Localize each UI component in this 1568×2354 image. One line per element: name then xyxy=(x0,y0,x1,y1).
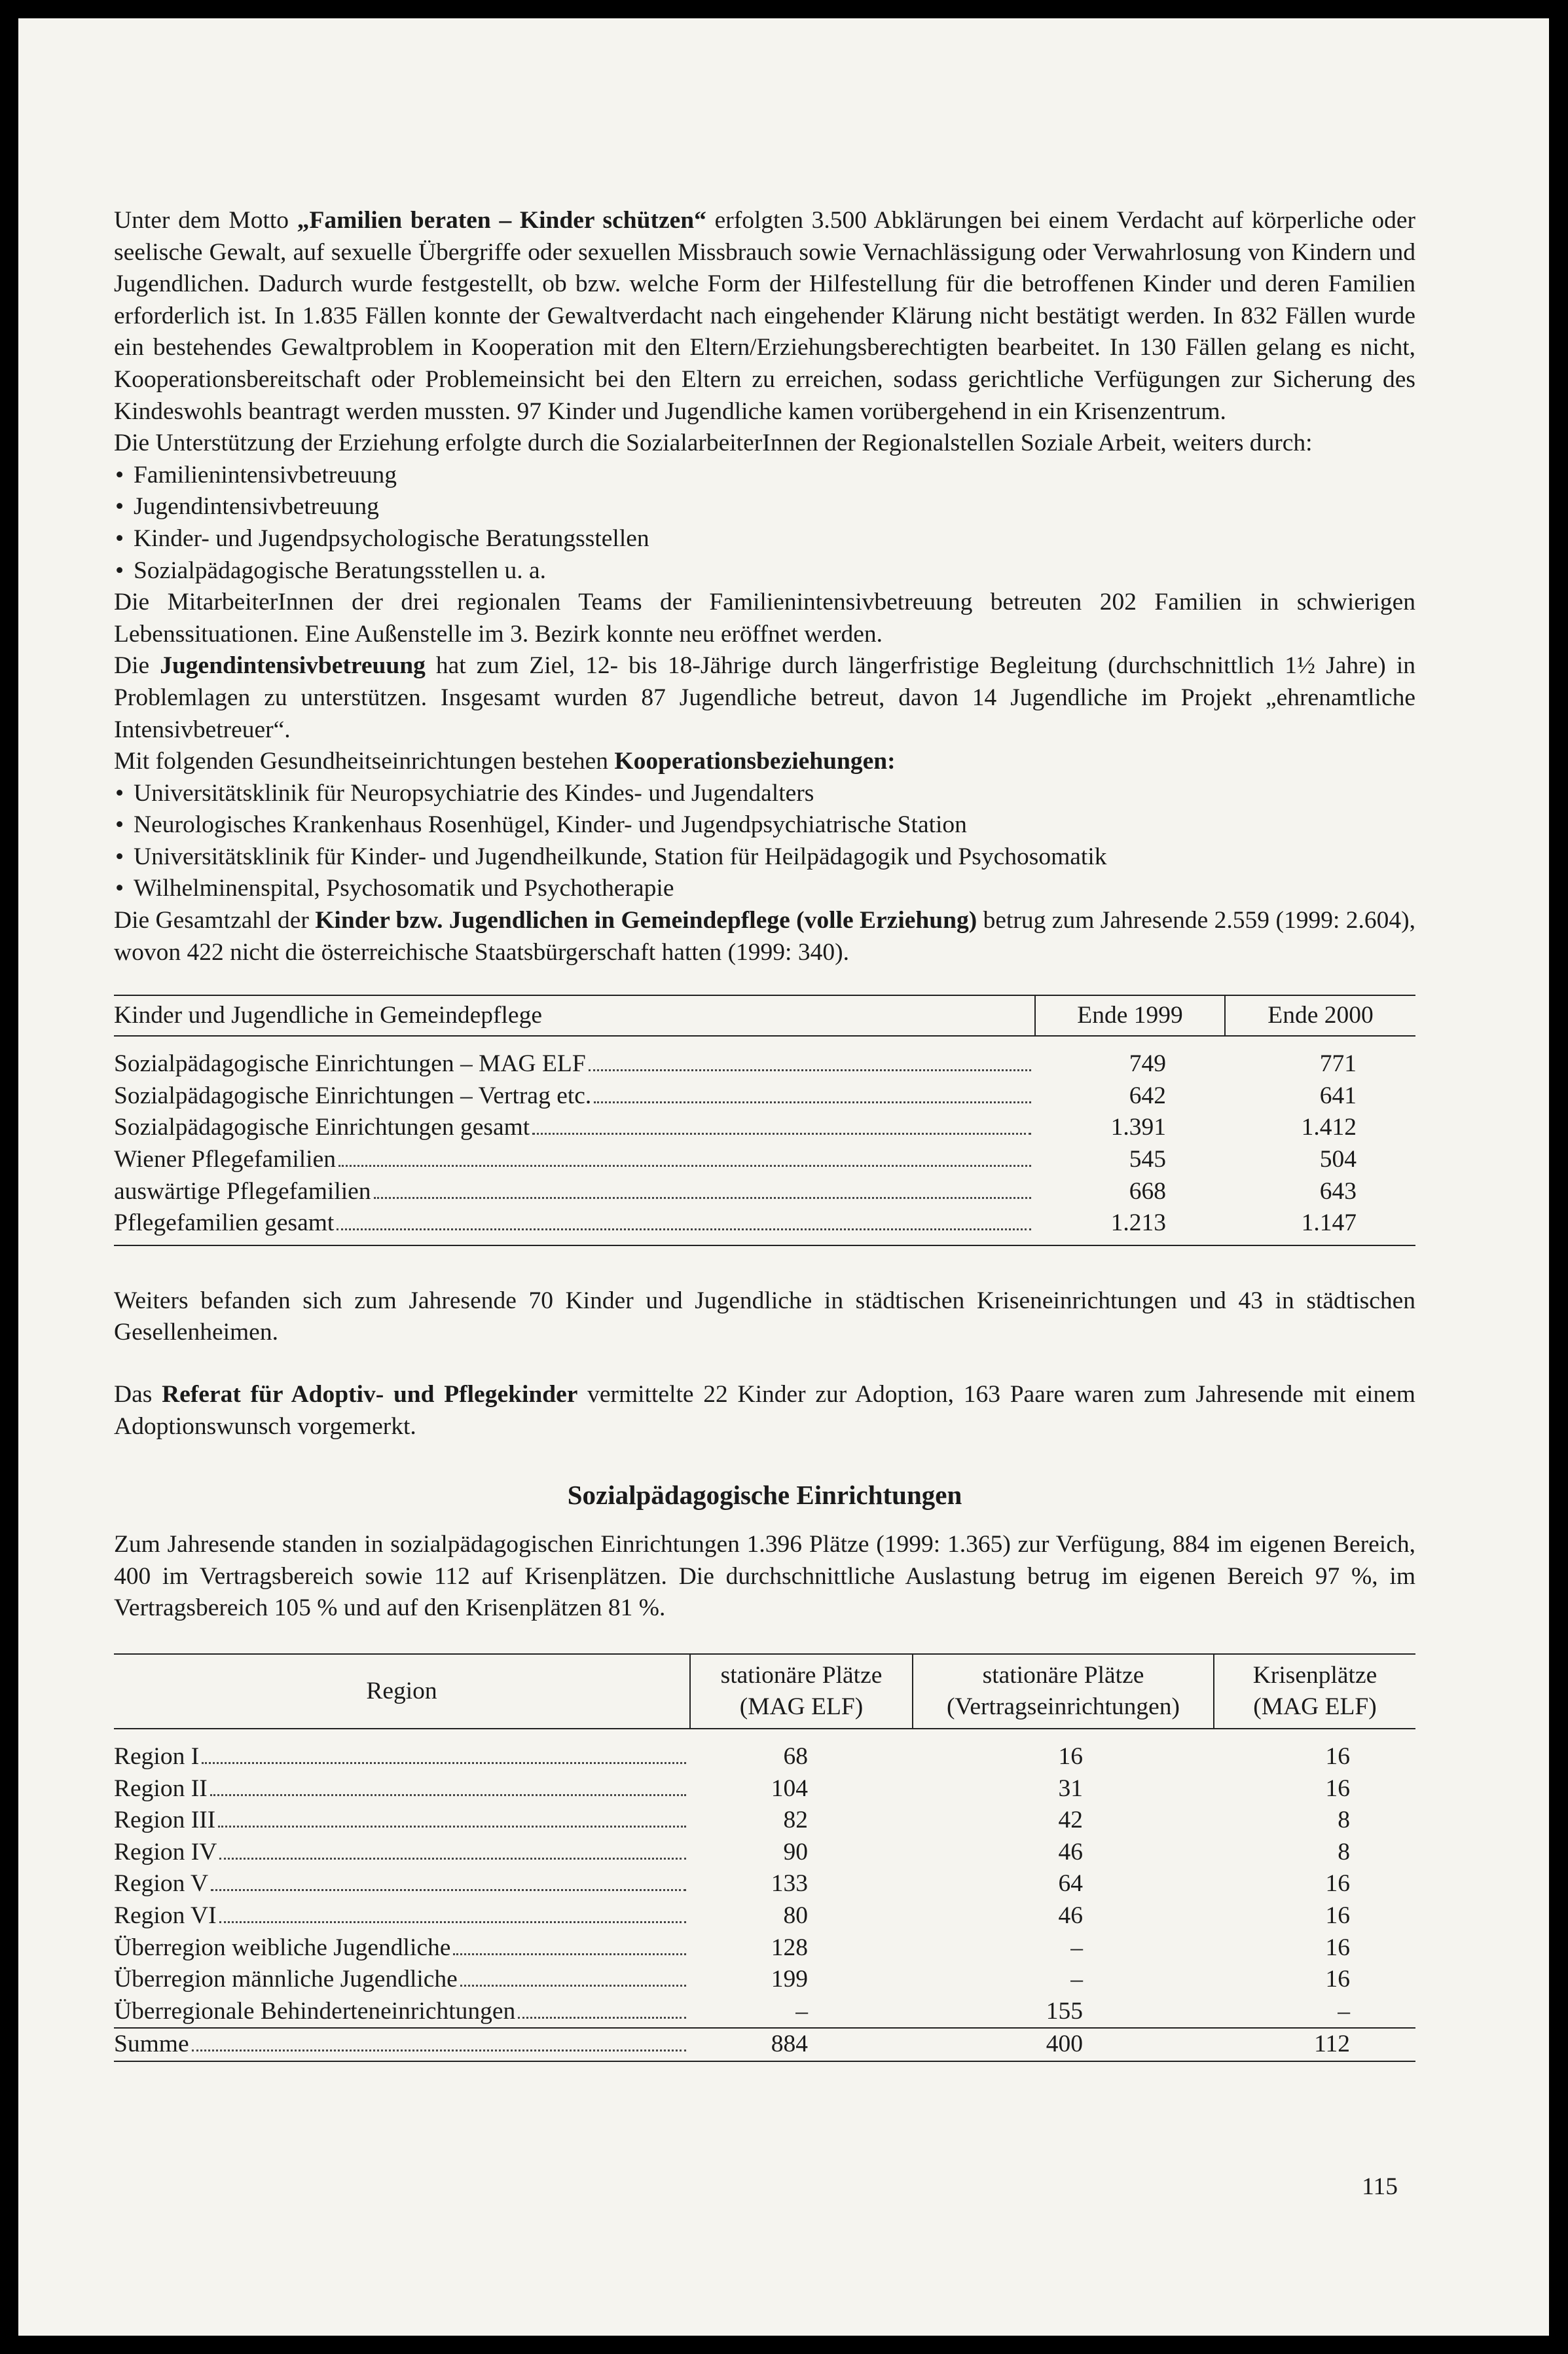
table-row xyxy=(114,1036,1415,1080)
table-row xyxy=(114,1964,1415,1996)
row-label: Region III xyxy=(114,1807,216,1834)
list-item: • Kinder- und Jugendpsychologische Beratungsstellen xyxy=(114,523,1415,555)
row-label: Region I xyxy=(114,1742,200,1770)
row-label: Region VI xyxy=(114,1902,217,1929)
content xyxy=(114,205,1415,2062)
row-label: Summe xyxy=(114,2031,189,2058)
cell-value: 8 xyxy=(1338,1838,1350,1866)
table-row xyxy=(114,1996,1415,2029)
crisis-paragraph: Weiters befanden sich zum Jahresende 70 Kinder und Jugendliche in städtischen Kriseneinrichtungen und 43 in städtischen Gesellenheimen. xyxy=(114,1287,1415,1346)
row-label: Wiener Pflegefamilien xyxy=(114,1146,336,1173)
list-item: • Wilhelminenspital, Psychosomatik und Psychotherapie xyxy=(114,873,1415,905)
cell-value: 16 xyxy=(1325,1934,1350,1961)
cell-value: 133 xyxy=(771,1870,808,1898)
list-item: • Jugendintensivbetreuung xyxy=(114,491,1415,523)
table-header: Ende 2000 xyxy=(1225,995,1415,1036)
table-row xyxy=(114,1176,1415,1208)
page-number: 115 xyxy=(1362,2173,1398,2200)
cell-value: 504 xyxy=(1319,1146,1357,1173)
row-label: Überregion männliche Jugendliche xyxy=(114,1966,458,1993)
cell-value: 16 xyxy=(1325,1775,1350,1802)
table-header: Kinder und Jugendliche in Gemeindepflege xyxy=(114,995,1035,1036)
family-teams-paragraph: Die MitarbeiterInnen der drei regionalen Teams der Familienintensivbetreuung betreuten 202 Familien in schwierigen Lebenssituationen. Eine Außenstelle im 3. Bezirk konnte neu eröffnet werden. xyxy=(114,589,1415,648)
cell-value: 68 xyxy=(783,1742,808,1770)
table-header: Krisenplätze (MAG ELF) xyxy=(1214,1654,1415,1729)
row-label: Sozialpädagogische Einrichtungen – Vertrag etc. xyxy=(114,1082,592,1109)
cell-value: 31 xyxy=(1058,1775,1083,1802)
cell-value: 749 xyxy=(1129,1050,1166,1078)
support-list xyxy=(114,460,1415,587)
table-row xyxy=(114,1805,1415,1837)
table-row xyxy=(114,1900,1415,1932)
cell-value: 64 xyxy=(1058,1870,1083,1898)
cell-value: 42 xyxy=(1058,1807,1083,1834)
cell-value: 1.391 xyxy=(1110,1114,1166,1141)
cell-value: 90 xyxy=(783,1838,808,1866)
cell-value: 16 xyxy=(1325,1742,1350,1770)
table-header: stationäre Plätze (MAG ELF) xyxy=(690,1654,913,1729)
cell-value: 1.213 xyxy=(1035,1207,1225,1245)
table-row xyxy=(114,1207,1415,1245)
table-row xyxy=(114,1932,1415,1964)
section-title: Sozialpädagogische Einrichtungen xyxy=(567,1480,962,1511)
table-row-sum xyxy=(114,2028,1415,2061)
cell-value: 16 xyxy=(1325,1870,1350,1898)
cell-value: 400 xyxy=(913,2028,1214,2061)
cell-value: 199 xyxy=(771,1966,808,1993)
table-row xyxy=(114,1773,1415,1805)
cell-value: 8 xyxy=(1338,1807,1350,1834)
cell-value: 155 xyxy=(1046,1997,1083,2025)
cell-value: 545 xyxy=(1129,1146,1166,1173)
list-item: • Universitätsklinik für Kinder- und Jugendheilkunde, Station für Heilpädagogik und Psychosomatik xyxy=(114,841,1415,874)
section-paragraph: Zum Jahresende standen in sozialpädagogischen Einrichtungen 1.396 Plätze (1999: 1.365) zur Verfügung, 884 im eigenen Bereich, 400 im Vertragsbereich sowie 112 auf Krisenplätzen. Die durchschnittliche Auslastung betrug im eigenen Bereich 97 %, im Vertragsbereich 105 % und auf den Krisenplätzen 81 %. xyxy=(114,1531,1415,1622)
cell-value: – xyxy=(1070,1966,1083,1993)
cell-value: 884 xyxy=(690,2028,913,2061)
list-item: • Neurologisches Krankenhaus Rosenhügel, Kinder- und Jugendpsychiatrische Station xyxy=(114,809,1415,841)
cell-value: – xyxy=(1070,1934,1083,1961)
cell-value: – xyxy=(1338,1997,1350,2025)
table-row xyxy=(114,1080,1415,1113)
places-table xyxy=(114,1653,1415,2062)
adoption-paragraph: Das Referat für Adoptiv- und Pflegekinder vermittelte 22 Kinder zur Adoption, 163 Paare waren zum Jahresende mit einem Adoptionswunsch vorgemerkt. xyxy=(114,1381,1415,1440)
table-row xyxy=(114,1868,1415,1900)
cell-value: 1.412 xyxy=(1301,1114,1357,1141)
row-label: Region II xyxy=(114,1775,208,1802)
total-paragraph: Die Gesamtzahl der Kinder bzw. Jugendlichen in Gemeindepflege (volle Erziehung) betrug zum Jahresende 2.559 (1999: 2.604), wovon 422 nicht die österreichische Staatsbürgerschaft hatten (1999: 340). xyxy=(114,907,1416,966)
cell-value: – xyxy=(795,1997,808,2025)
list-item: • Sozialpädagogische Beratungsstellen u. a. xyxy=(114,555,1415,587)
page xyxy=(18,18,1549,2336)
table-header: stationäre Plätze (Vertragseinrichtungen) xyxy=(913,1654,1214,1729)
youth-paragraph: Die Jugendintensivbetreuung hat zum Ziel, 12- bis 18-Jährige durch längerfristige Begleitung (durchschnittlich 1½ Jahre) in Problemlagen zu unterstützen. Insgesamt wurden 87 Jugendliche betreut, davon 14 Jugendliche im Projekt „ehrenamtliche Intensivbetreuer“. xyxy=(114,652,1415,743)
cell-value: 1.147 xyxy=(1225,1207,1415,1245)
cell-value: 771 xyxy=(1319,1050,1357,1078)
table-row xyxy=(114,1112,1415,1144)
cell-value: 668 xyxy=(1129,1177,1166,1205)
cell-value: 82 xyxy=(783,1807,808,1834)
support-paragraph: Die Unterstützung der Erziehung erfolgte durch die SozialarbeiterInnen der Regionalstellen Soziale Arbeit, weiters durch: xyxy=(114,430,1313,457)
row-label: Sozialpädagogische Einrichtungen gesamt xyxy=(114,1114,530,1141)
cell-value: 643 xyxy=(1319,1177,1357,1205)
row-label: auswärtige Pflegefamilien xyxy=(114,1177,371,1205)
table-row xyxy=(114,1729,1415,1773)
intro-paragraph: Unter dem Motto „Familien beraten – Kinder schützen“ erfolgten 3.500 Abklärungen bei einem Verdacht auf körperliche oder seelische Gewalt, auf sexuelle Übergriffe oder sexuellen Missbrauch sowie Vernachlässigung oder Verwahrlosung von Kindern und Jugendlichen. Dadurch wurde festgestellt, ob bzw. welche Form der Hilfestellung für die betroffenen Kinder und deren Familien erforderlich ist. In 1.835 Fällen konnte der Gewaltverdacht nach eingehender Klärung nicht bestätigt werden. In 832 Fällen wurde ein bestehendes Gewaltproblem in Kooperation mit den Eltern/Erziehungsberechtigten bearbeitet. In 130 Fällen gelang es nicht, Kooperationsbereitschaft oder Problemeinsicht bei den Eltern zu erreichen, sodass gerichtliche Verfügungen zur Sicherung des Kindeswohls beantragt werden mussten. 97 Kinder und Jugendliche kamen vorübergehend in ein Krisenzentrum. xyxy=(114,207,1415,425)
cell-value: 112 xyxy=(1214,2028,1415,2061)
cell-value: 16 xyxy=(1325,1966,1350,1993)
table-row xyxy=(114,1144,1415,1176)
table-header: Ende 1999 xyxy=(1035,995,1225,1036)
row-label: Pflegefamilien gesamt xyxy=(114,1209,335,1237)
cell-value: 104 xyxy=(771,1775,808,1802)
cell-value: 16 xyxy=(1325,1902,1350,1929)
cell-value: 642 xyxy=(1129,1082,1166,1109)
cell-value: 46 xyxy=(1058,1838,1083,1866)
row-label: Überregionale Behinderteneinrichtungen xyxy=(114,1997,516,2025)
cell-value: 641 xyxy=(1319,1082,1357,1109)
cell-value: 128 xyxy=(771,1934,808,1961)
cell-value: 16 xyxy=(1058,1742,1083,1770)
table-header: Region xyxy=(114,1654,690,1729)
cell-value: 46 xyxy=(1058,1902,1083,1929)
cell-value: 80 xyxy=(783,1902,808,1929)
table-row xyxy=(114,1837,1415,1869)
list-item: • Familienintensivbetreuung xyxy=(114,460,1415,492)
row-label: Region V xyxy=(114,1870,209,1898)
cooperation-paragraph: Mit folgenden Gesundheitseinrichtungen bestehen Kooperationsbeziehungen: xyxy=(114,748,896,775)
row-label: Überregion weibliche Jugendliche xyxy=(114,1934,451,1961)
foster-care-table xyxy=(114,995,1415,1246)
row-label: Region IV xyxy=(114,1838,217,1866)
row-label: Sozialpädagogische Einrichtungen – MAG ELF xyxy=(114,1050,586,1078)
cooperation-list xyxy=(114,778,1415,905)
list-item: • Universitätsklinik für Neuropsychiatrie des Kindes- und Jugendalters xyxy=(114,778,1415,810)
